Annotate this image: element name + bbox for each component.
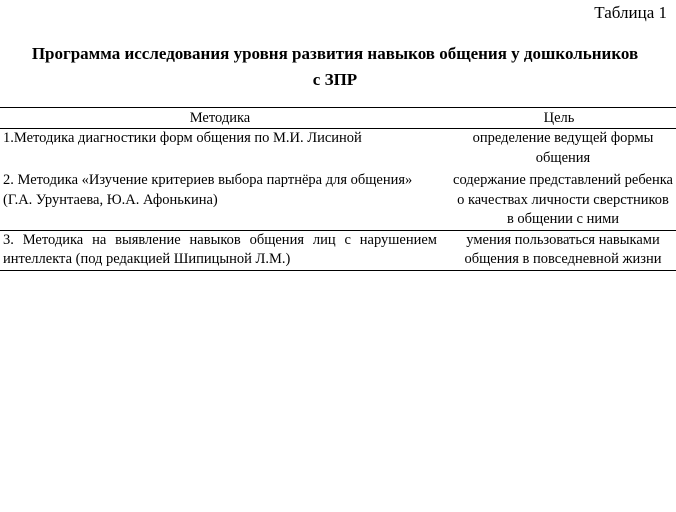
table-row (0, 129, 676, 169)
document-title (0, 41, 670, 93)
table-row (0, 230, 676, 270)
column-header-goal: Цель (440, 108, 676, 129)
table-caption: Таблица 1 (594, 3, 667, 22)
program-table (0, 107, 676, 271)
method-cell: 3. Методика на выявление навыков общения лиц с нарушением интеллекта (под редакцией Шипицыной Л.М.) (0, 230, 440, 270)
table-header-row (0, 108, 676, 129)
document-title-line-2: с ЗПР (312, 70, 358, 89)
method-cell: 1.Методика диагностики форм общения по М.И. Лисиной (3, 130, 362, 146)
goal-cell: умения пользоваться навыками общения в повседневной жизни (440, 230, 676, 270)
table-row (0, 168, 676, 230)
document-title-line-1: Программа исследования уровня развития навыков общения у дошкольников (31, 44, 639, 63)
goal-cell: определение ведущей формы общения (472, 130, 654, 166)
column-header-method: Методика (0, 108, 440, 129)
method-cell: 2. Методика «Изучение критериев выбора партнёра для общения» (Г.А. Урунтаева, Ю.А. Афонькина) (0, 168, 440, 230)
table-header (0, 108, 676, 129)
table-body (0, 129, 676, 271)
goal-cell: содержание представлений ребенка о качествах личности сверстников в общении с ними (440, 168, 676, 230)
